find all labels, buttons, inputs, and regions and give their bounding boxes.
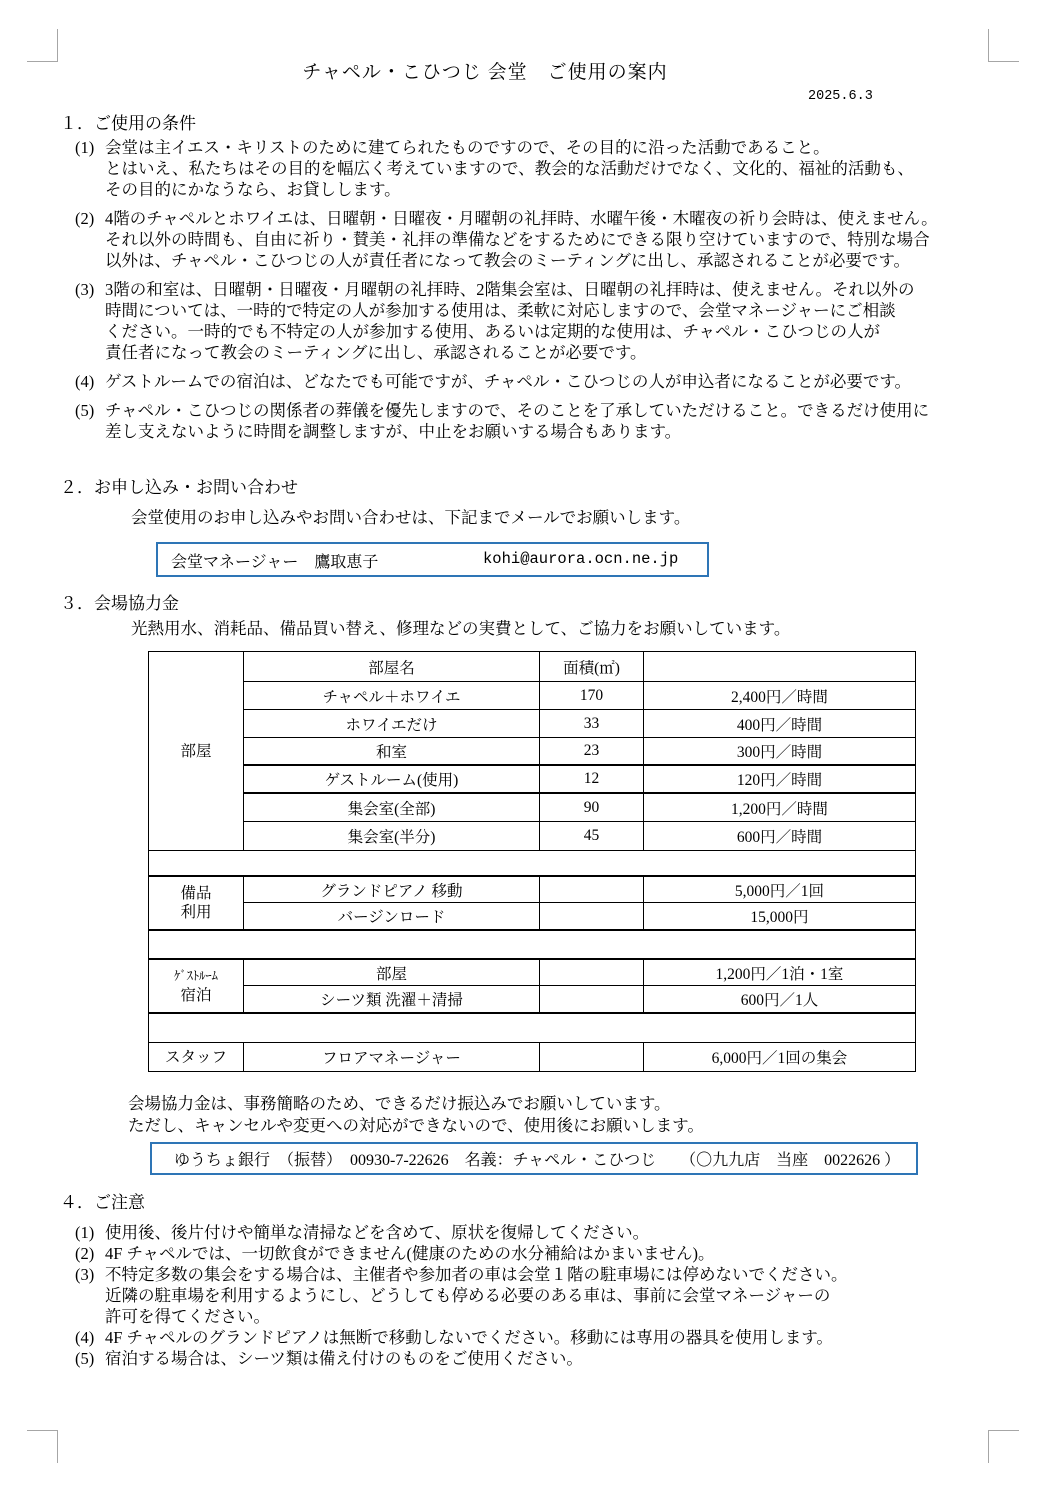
fee-col-header-room-name: 部屋名 (244, 652, 540, 682)
fee-room-name: ホワイエだけ (244, 710, 540, 738)
fee-category-rooms: 部屋 (149, 652, 244, 850)
fee-item-area (540, 877, 644, 903)
caution-item-4 (75, 1327, 995, 1348)
item-number: (5) (75, 1349, 95, 1368)
fee-note-line: ただし、キャンセルや変更への対応ができないので、使用後にお願いします。 (128, 1115, 704, 1135)
fee-category-guestroom: ｹﾞｽﾄﾙｰﾑ 宿泊 (149, 960, 244, 1012)
fee-intro: 光熱用水、消耗品、備品買い替え、修理などの実費として、ご協力をお願いしています。 (131, 619, 791, 638)
fee-room-price: 1,200円／時間 (644, 794, 915, 822)
fee-item-area (540, 903, 644, 929)
application-intro: 会堂使用のお申し込みやお問い合わせは、下記までメールでお願いします。 (131, 508, 691, 527)
usage-item-4 (75, 371, 995, 392)
section-heading-usage: １．ご使用の条件 (60, 114, 196, 133)
item-line: それ以外の時間も、自由に祈り・賛美・礼拝の準備などをするためにできる限り空けていますので、特別な場合 (105, 230, 930, 249)
item-line: 近隣の駐車場を利用するようにし、どうしても停める必要のある車は、事前に会堂マネージャーの (105, 1286, 831, 1305)
item-number: (3) (75, 1265, 95, 1284)
caution-item-5 (75, 1348, 995, 1369)
item-line: その目的にかなうなら、お貸しします。 (105, 180, 401, 199)
bank-transfer-box (150, 1142, 918, 1175)
item-number: (1) (75, 1223, 95, 1242)
item-line: 不特定多数の集会をする場合は、主催者や参加者の車は会堂１階の駐車場には停めないでください。 (105, 1265, 848, 1284)
item-number: (4) (75, 1328, 95, 1347)
fee-notes (128, 1093, 704, 1136)
usage-items (75, 137, 995, 450)
section-heading-application: ２．お申し込み・お問い合わせ (60, 478, 298, 497)
fee-block-staff (149, 1042, 915, 1072)
fee-category-staff: スタッフ (149, 1043, 244, 1071)
item-line: ゲストルームでの宿泊は、どなたでも可能ですが、チャペル・こひつじの人が申込者になることが必要です。 (105, 372, 912, 391)
item-line: ください。一時的でも不特定の人が参加する使用、あるいは定期的な使用は、チャペル・こひつじの人が (105, 322, 881, 341)
fee-block-rooms (149, 651, 915, 851)
fee-room-area: 33 (540, 710, 644, 738)
table-spacer (149, 851, 915, 875)
fee-room-area: 12 (540, 766, 644, 794)
item-line: 使用後、後片付けや簡単な清掃などを含めて、原状を復帰してください。 (105, 1223, 650, 1242)
item-line: 会堂は主イエス・キリストのために建てられたものですので、その目的に沿った活動であること。 (105, 138, 830, 157)
item-line: 差し支えないように時間を調整しますが、中止をお願いする場合もあります。 (105, 422, 682, 441)
item-line: 責任者になって教会のミーティングに出し、承認されることが必要です。 (105, 343, 647, 362)
fee-room-price: 400円／時間 (644, 710, 915, 738)
fee-item-name: 部屋 (244, 960, 540, 986)
item-line: 3階の和室は、日曜朝・日曜夜・月曜朝の礼拝時、2階集会室は、日曜朝の礼拝時は、使えません。それ以外の (105, 280, 915, 299)
fee-block-guestroom (149, 958, 915, 1014)
fee-item-name: バージンロード (244, 903, 540, 929)
table-spacer (149, 931, 915, 958)
contact-manager-name: 会堂マネージャー 鷹取恵子 (171, 554, 379, 571)
fee-table (148, 651, 916, 1072)
document-date: 2025.6.3 (808, 89, 873, 104)
fee-category-equipment: 備品 利用 (149, 877, 244, 929)
item-line: 4F チャペルでは、一切飲食ができません(健康のための水分補給はかまいません)。 (105, 1244, 715, 1263)
fee-item-area (540, 960, 644, 986)
fee-col-header-area: 面積(㎡) (540, 652, 644, 682)
item-number: (4) (75, 372, 95, 391)
fee-room-area: 45 (540, 822, 644, 850)
fee-room-name: ゲストルーム(使用) (244, 766, 540, 794)
fee-room-price: 600円／時間 (736, 829, 823, 846)
contact-box (156, 542, 709, 577)
fee-item-area (540, 986, 644, 1012)
usage-item-2 (75, 208, 995, 271)
fee-col-header-price (644, 652, 915, 682)
fee-item-price: 15,000円 (750, 909, 809, 926)
fee-item-name: フロアマネージャー (244, 1043, 540, 1071)
fee-room-price: 300円／時間 (644, 738, 915, 766)
usage-item-3 (75, 279, 995, 363)
caution-item-1 (75, 1222, 995, 1243)
fee-item-price: 1,200円／1泊・1室 (644, 960, 915, 986)
fee-item-name: シーツ類 洗濯＋清掃 (244, 986, 540, 1012)
fee-item-area (540, 1043, 644, 1071)
fee-room-area: 90 (540, 794, 644, 822)
contact-email: kohi@aurora.ocn.ne.jp (483, 550, 679, 568)
bank-transfer-text: ゆうちょ銀行 （振替） 00930-7-22626 名義：チャペル・こひつじ （〇九九店 当座 0022626 ） (174, 1152, 901, 1169)
fee-room-price: 2,400円／時間 (644, 682, 915, 710)
caution-item-3 (75, 1264, 995, 1327)
fee-item-price: 600円／1人 (740, 992, 819, 1009)
table-spacer (149, 1014, 915, 1042)
item-number: (3) (75, 280, 95, 299)
item-number: (5) (75, 401, 95, 420)
item-number: (2) (75, 1244, 95, 1263)
corner-mark-bottom-right (988, 1430, 1019, 1463)
fee-room-name: 集会室(全部) (244, 794, 540, 822)
caution-items (75, 1222, 995, 1369)
item-line: 以外は、チャペル・こひつじの人が責任者になって教会のミーティングに出し、承認されることが必要です。 (105, 251, 911, 270)
fee-room-name: チャペル＋ホワイエ (244, 682, 540, 710)
fee-room-name: 和室 (244, 738, 540, 766)
page-title: チャペル・こひつじ 会堂 ご使用の案内 (302, 62, 668, 83)
fee-room-name: 集会室(半分) (244, 822, 540, 850)
item-line: 許可を得てください。 (105, 1307, 270, 1326)
item-line: チャペル・こひつじの関係者の葬儀を優先しますので、そのことを了承していただけること。できるだけ使用に (105, 401, 930, 420)
fee-item-price: 6,000円／1回の集会 (711, 1050, 848, 1067)
fee-room-price: 120円／時間 (644, 766, 915, 794)
fee-item-name: グランドピアノ 移動 (244, 877, 540, 903)
item-number: (1) (75, 138, 95, 157)
fee-room-area: 23 (540, 738, 644, 766)
section-heading-cautions: ４．ご注意 (60, 1193, 145, 1212)
fee-room-area: 170 (540, 682, 644, 710)
item-line: 4階のチャペルとホワイエは、日曜朝・日曜夜・月曜朝の礼拝時、水曜午後・木曜夜の祈り会時は、使えません。 (105, 209, 938, 228)
item-line: とはいえ、私たちはその目的を幅広く考えていますので、教会的な活動だけでなく、文化的、福祉的活動も、 (105, 159, 914, 178)
item-number: (2) (75, 209, 95, 228)
usage-item-1 (75, 137, 995, 200)
item-line: 宿泊する場合は、シーツ類は備え付けのものをご使用ください。 (105, 1349, 583, 1368)
fee-block-equipment (149, 875, 915, 931)
item-line: 4F チャペルのグランドピアノは無断で移動しないでください。移動には専用の器具を使用します。 (105, 1328, 833, 1347)
caution-item-2 (75, 1243, 995, 1264)
item-line: 時間については、一時的で特定の人が参加する使用は、柔軟に対応しますので、会堂マネージャーにご相談 (105, 301, 896, 320)
fee-item-price: 5,000円／1回 (644, 877, 915, 903)
fee-note-line: 会場協力金は、事務簡略のため、できるだけ振込みでお願いしています。 (128, 1094, 671, 1113)
corner-mark-bottom-left (27, 1430, 58, 1463)
corner-mark-top-right (988, 29, 1019, 62)
usage-item-5 (75, 400, 995, 442)
section-heading-fee: ３．会場協力金 (60, 594, 179, 613)
